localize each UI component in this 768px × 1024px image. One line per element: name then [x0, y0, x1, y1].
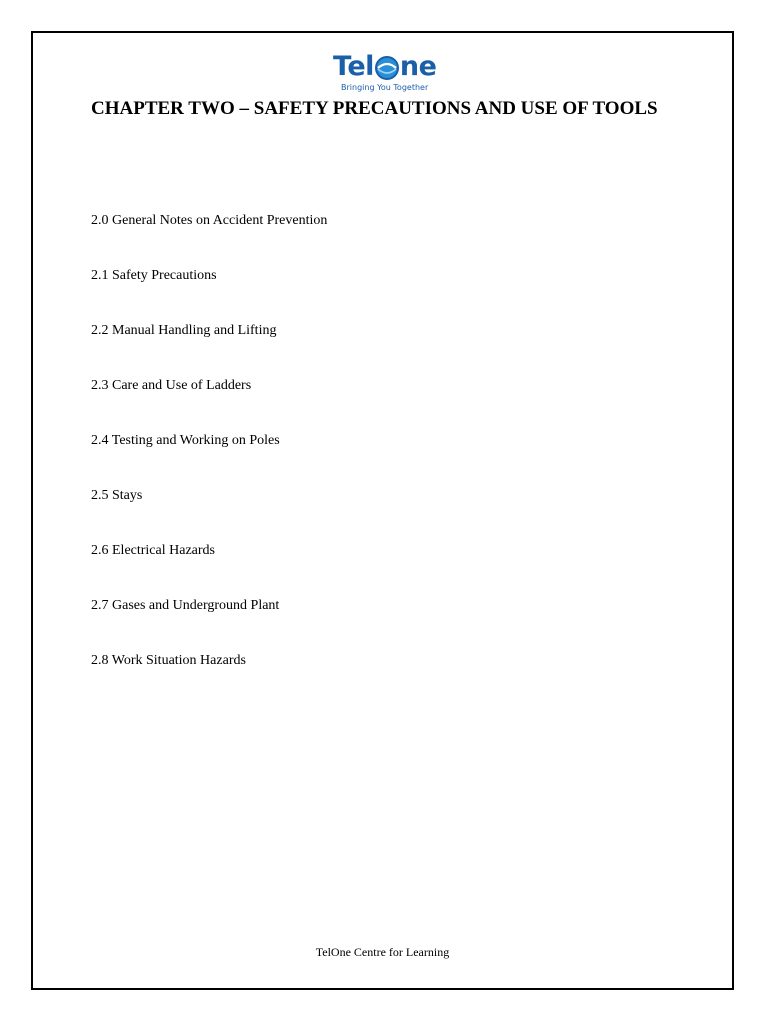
toc-item: 2.4 Testing and Working on Poles — [91, 433, 280, 448]
globe-icon — [375, 56, 399, 80]
telone-logo — [333, 51, 443, 95]
toc-item: 2.6 Electrical Hazards — [91, 543, 215, 558]
table-of-contents — [91, 209, 327, 704]
toc-item: 2.2 Manual Handling and Lifting — [91, 323, 277, 338]
toc-item: 2.5 Stays — [91, 488, 143, 503]
toc-item: 2.7 Gases and Underground Plant — [91, 598, 280, 613]
toc-item: 2.1 Safety Precautions — [91, 268, 217, 283]
toc-item: 2.0 General Notes on Accident Prevention — [91, 213, 328, 228]
logo-tagline: Bringing You Together — [341, 83, 429, 92]
document-page — [31, 31, 734, 990]
logo-text-right: ne — [399, 51, 437, 82]
chapter-title: CHAPTER TWO – SAFETY PRECAUTIONS AND USE OF TOOLS — [91, 98, 658, 119]
toc-item: 2.3 Care and Use of Ladders — [91, 378, 252, 393]
logo-text-left: Tel — [333, 51, 374, 82]
page-footer: TelOne Centre for Learning — [315, 945, 450, 959]
toc-item: 2.8 Work Situation Hazards — [91, 653, 246, 668]
logo-wordmark — [333, 51, 436, 83]
